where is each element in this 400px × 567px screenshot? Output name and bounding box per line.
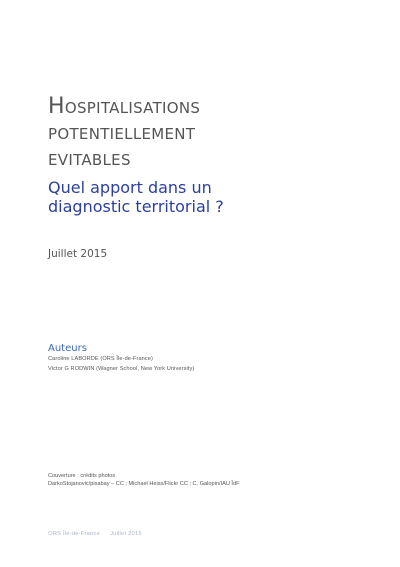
subtitle-line-1: Quel apport dans un [48, 178, 212, 197]
subtitle-line-2: diagnostic territorial ? [48, 197, 224, 216]
title-line-3: evitables [48, 146, 131, 171]
cover-credits-label: Couverture : crédits photos [48, 473, 116, 479]
authors-heading: Auteurs [48, 343, 87, 354]
footer-organization: ORS Île-de-France [48, 531, 101, 537]
footer-date: Juillet 2015 [110, 531, 142, 537]
author-line: Victor G RODWIN (Wagner School, New York University) [48, 366, 195, 372]
title-line-2: potentiellement [48, 120, 196, 145]
title-line-1: Hospitalisations [48, 94, 201, 119]
publication-date: Juillet 2015 [48, 248, 108, 260]
cover-credits-text: DarkoStojanovic/pixabay – CC ; Michael Heiss/Flickr CC ; C. Galopin/IAU ÎdF [48, 481, 240, 487]
author-line: Caroline LABORDE (ORS Île-de-France) [48, 356, 153, 362]
document-title [48, 94, 378, 172]
page-footer [48, 531, 142, 537]
document-subtitle [48, 178, 368, 216]
